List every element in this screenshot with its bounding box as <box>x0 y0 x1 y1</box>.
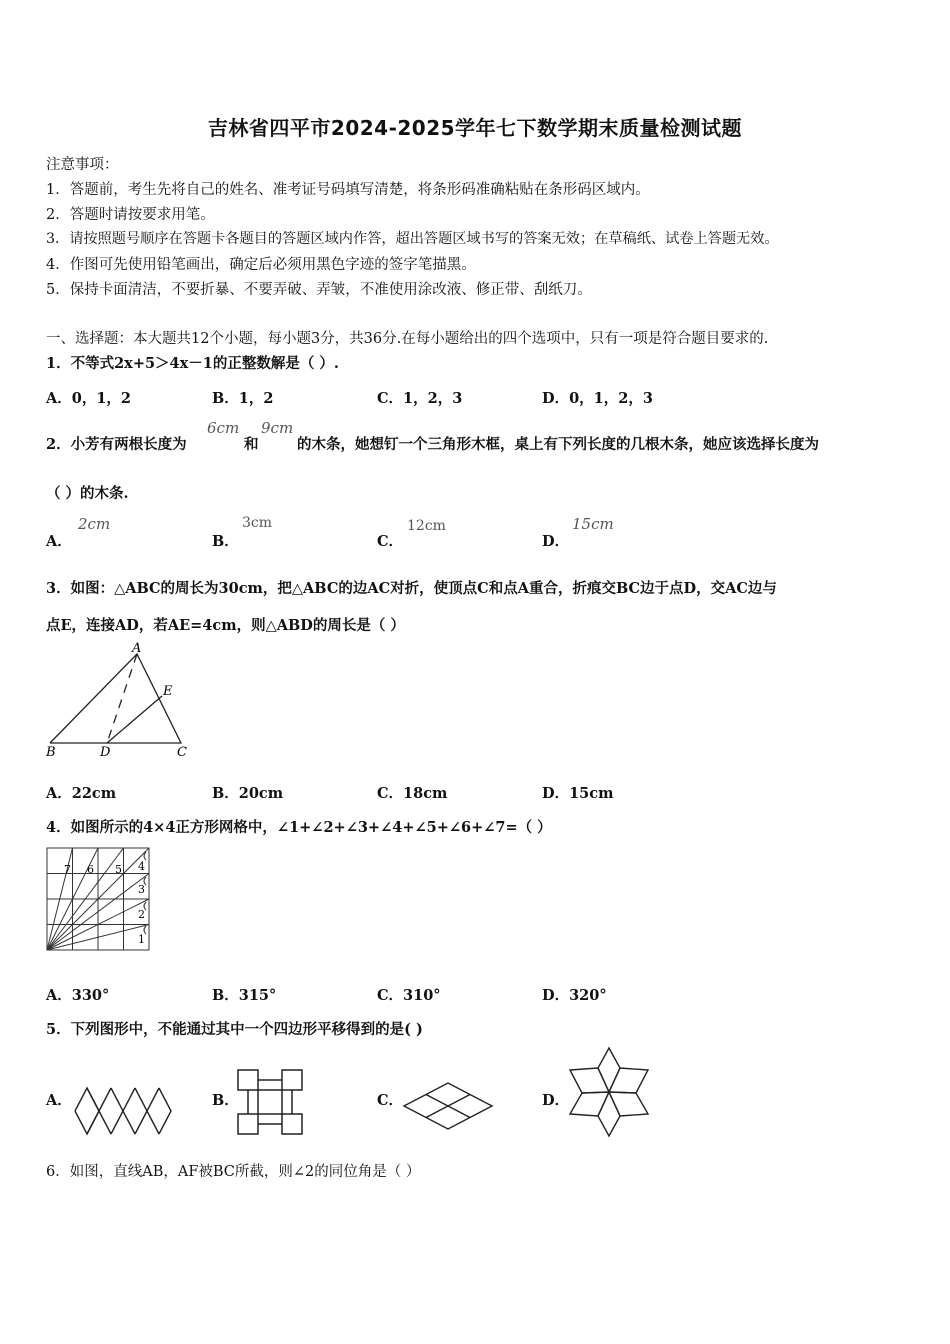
angle-label-7: 7 <box>64 863 71 876</box>
question-1-stem: 1．不等式2x+5＞4x－1的正整数解是（ ）. <box>46 355 339 372</box>
q4-option-a: A．330° <box>46 987 110 1004</box>
label-c: C <box>177 745 187 760</box>
q4-option-d: D．320° <box>542 987 607 1004</box>
question-5-stem: 5．下列图形中，不能通过其中一个四边形平移得到的是( ) <box>46 1021 423 1038</box>
notice-item: 3．请按照题号顺序在答题卡各题目的答题区域内作答，超出答题区域书写的答案无效；在草稿纸、试卷上答题无效。 <box>46 231 779 247</box>
q2-option-d-value: 15cm <box>572 515 614 533</box>
angle-label-3: 3 <box>138 883 145 896</box>
question-2-stem-d: （ ）的木条. <box>46 485 129 502</box>
angle-label-1: 1 <box>138 933 145 946</box>
angle-label-4: 4 <box>138 860 145 873</box>
section-heading: 一、选择题：本大题共12个小题，每小题3分，共36分.在每小题给出的四个选项中，只有一项是符合题目要求的. <box>46 331 769 347</box>
notice-item: 4．作图可先使用铅笔画出，确定后必须用黑色字迹的签字笔描黑。 <box>46 257 476 273</box>
q5-figure-a <box>74 1085 176 1137</box>
q2-option-c-label: C． <box>377 533 404 550</box>
q2-option-b-value: 3cm <box>242 515 273 531</box>
q2-length-2: 9cm <box>261 419 294 437</box>
q5-option-d: D． <box>542 1092 570 1109</box>
question-4-stem: 4．如图所示的4×4正方形网格中，∠1+∠2+∠3+∠4+∠5+∠6+∠7=（ ） <box>46 819 552 836</box>
question-3-stem-1: 3．如图：△ABC的周长为30cm，把△ABC的边AC对折，使顶点C和点A重合，折痕交BC边于点D，交AC边与 <box>46 580 777 597</box>
question-2-stem-b: 和 <box>244 436 259 453</box>
angle-label-6: 6 <box>87 863 94 876</box>
question-2-stem-a: 2．小芳有两根长度为 <box>46 436 187 453</box>
q4-option-c: C．310° <box>377 987 441 1004</box>
question-2-stem-c: 的木条，她想钉一个三角形木框，桌上有下列长度的几根木条，她应该选择长度为 <box>297 436 819 453</box>
q5-option-a: A． <box>46 1092 72 1109</box>
q1-option-b: B．1，2 <box>212 390 274 407</box>
q3-option-a: A．22cm <box>46 785 117 802</box>
q2-option-a-value: 2cm <box>78 515 111 533</box>
q2-length-1: 6cm <box>207 419 240 437</box>
q5-figure-d <box>568 1046 650 1138</box>
q5-figure-b <box>236 1068 304 1136</box>
q2-option-c-value: 12cm <box>407 518 446 534</box>
notice-item: 2．答题时请按要求用笔。 <box>46 207 215 223</box>
label-a: A <box>132 641 142 656</box>
q2-option-b-label: B． <box>212 533 239 550</box>
q5-option-b: B． <box>212 1092 239 1109</box>
angle-label-5: 5 <box>115 863 122 876</box>
angle-label-2: 2 <box>138 908 145 921</box>
q1-option-a: A．0，1，2 <box>46 390 132 407</box>
question-6-stem: 6．如图，直线AB，AF被BC所截，则∠2的同位角是（ ） <box>46 1164 421 1180</box>
q2-option-d-label: D． <box>542 533 570 550</box>
q3-option-b: B．20cm <box>212 785 284 802</box>
triangle-figure <box>44 640 194 760</box>
page-title: 吉林省四平市2024-2025学年七下数学期末质量检测试题 <box>207 116 743 140</box>
q5-option-c: C． <box>377 1092 404 1109</box>
q2-option-a-label: A． <box>46 533 72 550</box>
q5-figure-c <box>402 1080 494 1132</box>
label-b: B <box>46 745 56 760</box>
notice-item: 5．保持卡面清洁，不要折暴、不要弄破、弄皱，不准使用涂改液、修正带、刮纸刀。 <box>46 282 592 298</box>
notice-heading: 注意事项： <box>46 157 119 173</box>
label-e: E <box>163 684 173 699</box>
q1-option-c: C．1，2，3 <box>377 390 463 407</box>
q4-option-b: B．315° <box>212 987 277 1004</box>
notice-item: 1．答题前，考生先将自己的姓名、准考证号码填写清楚，将条形码准确粘贴在条形码区域内。 <box>46 182 650 198</box>
grid-figure <box>46 846 152 952</box>
q1-option-d: D．0，1，2，3 <box>542 390 653 407</box>
q3-option-d: D．15cm <box>542 785 614 802</box>
label-d: D <box>100 745 111 760</box>
q3-option-c: C．18cm <box>377 785 448 802</box>
question-3-stem-2: 点E，连接AD，若AE=4cm，则△ABD的周长是（ ） <box>46 617 405 634</box>
